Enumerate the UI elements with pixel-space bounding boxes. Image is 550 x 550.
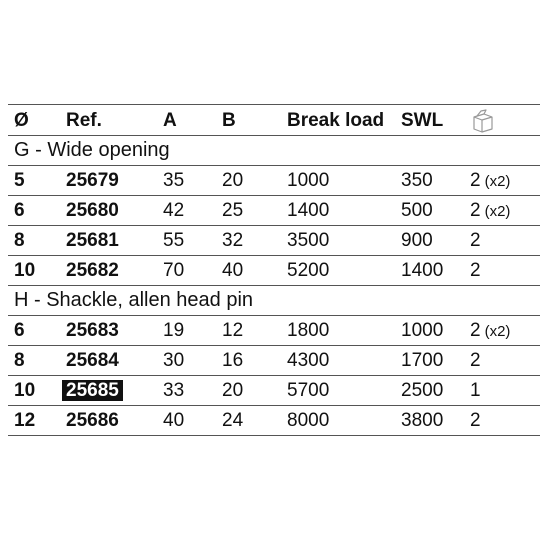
qty-value: 2 [470,230,481,251]
table-row [8,316,540,346]
cell-qty [470,406,481,435]
cell-a: 30 [163,350,185,371]
ref-highlight: 25685 [62,380,123,401]
cell-diameter: 10 [14,260,36,281]
cell-swl: 1700 [401,350,444,371]
table-row [8,196,540,226]
cell-a: 35 [163,170,185,191]
box-icon [470,109,496,133]
cell-swl: 1400 [401,260,444,281]
cell-b: 12 [222,320,244,341]
qty-value: 2 [470,320,481,341]
qty-value: 2 [470,260,481,281]
cell-b: 25 [222,200,244,221]
qty-multiplier: (x2) [484,173,511,190]
cell-diameter: 10 [14,380,36,401]
cell-b: 20 [222,380,244,401]
cell-diameter: 8 [14,350,25,371]
cell-diameter: 8 [14,230,25,251]
group-title-row [8,286,540,316]
cell-break-load: 1400 [287,200,330,221]
cell-b: 16 [222,350,244,371]
cell-qty [470,316,510,345]
cell-swl: 350 [401,170,433,191]
table-row [8,376,540,406]
qty-multiplier: (x2) [484,203,511,220]
cell-ref: 25679 [66,170,119,191]
spec-table [8,104,540,436]
table-header [8,104,540,136]
cell-diameter: 6 [14,320,25,341]
cell-qty [470,166,510,195]
cell-break-load: 1800 [287,320,330,341]
cell-ref: 25684 [66,350,119,371]
cell-a: 42 [163,200,185,221]
cell-break-load: 8000 [287,410,330,431]
cell-a: 55 [163,230,185,251]
header-a: A [163,110,177,131]
cell-a: 70 [163,260,185,281]
cell-a: 33 [163,380,185,401]
cell-ref: 25681 [66,230,119,251]
qty-value: 2 [470,410,481,431]
cell-diameter: 6 [14,200,25,221]
cell-swl: 1000 [401,320,444,341]
table-row [8,226,540,256]
cell-ref: 25682 [66,260,119,281]
cell-swl: 3800 [401,410,444,431]
table-row [8,406,540,436]
table-row [8,166,540,196]
qty-value: 2 [470,350,481,371]
cell-break-load: 3500 [287,230,330,251]
cell-ref: 25683 [66,320,119,341]
cell-a: 19 [163,320,185,341]
cell-break-load: 5200 [287,260,330,281]
cell-diameter: 5 [14,170,25,191]
header-diameter: Ø [14,110,29,131]
table-row [8,346,540,376]
cell-diameter: 12 [14,410,36,431]
header-break-load: Break load [287,110,385,131]
header-swl: SWL [401,110,444,131]
cell-ref [66,376,123,405]
qty-value: 2 [470,170,481,191]
cell-b: 20 [222,170,244,191]
table-row [8,256,540,286]
cell-swl: 900 [401,230,433,251]
cell-qty [470,346,481,375]
cell-qty [470,226,481,255]
group-title: H - Shackle, allen head pin [14,289,254,311]
cell-break-load: 4300 [287,350,330,371]
cell-b: 24 [222,410,244,431]
cell-swl: 2500 [401,380,444,401]
qty-value: 1 [470,380,481,401]
cell-swl: 500 [401,200,433,221]
header-ref: Ref. [66,110,102,131]
cell-b: 32 [222,230,244,251]
cell-a: 40 [163,410,185,431]
cell-ref: 25686 [66,410,119,431]
group-title-row [8,136,540,166]
cell-break-load: 1000 [287,170,330,191]
cell-ref: 25680 [66,200,119,221]
group-title: G - Wide opening [14,139,170,161]
qty-multiplier: (x2) [484,323,511,340]
cell-qty [470,256,481,285]
header-b: B [222,110,236,131]
cell-qty [470,196,510,225]
cell-b: 40 [222,260,244,281]
cell-break-load: 5700 [287,380,330,401]
cell-qty [470,376,481,405]
qty-value: 2 [470,200,481,221]
